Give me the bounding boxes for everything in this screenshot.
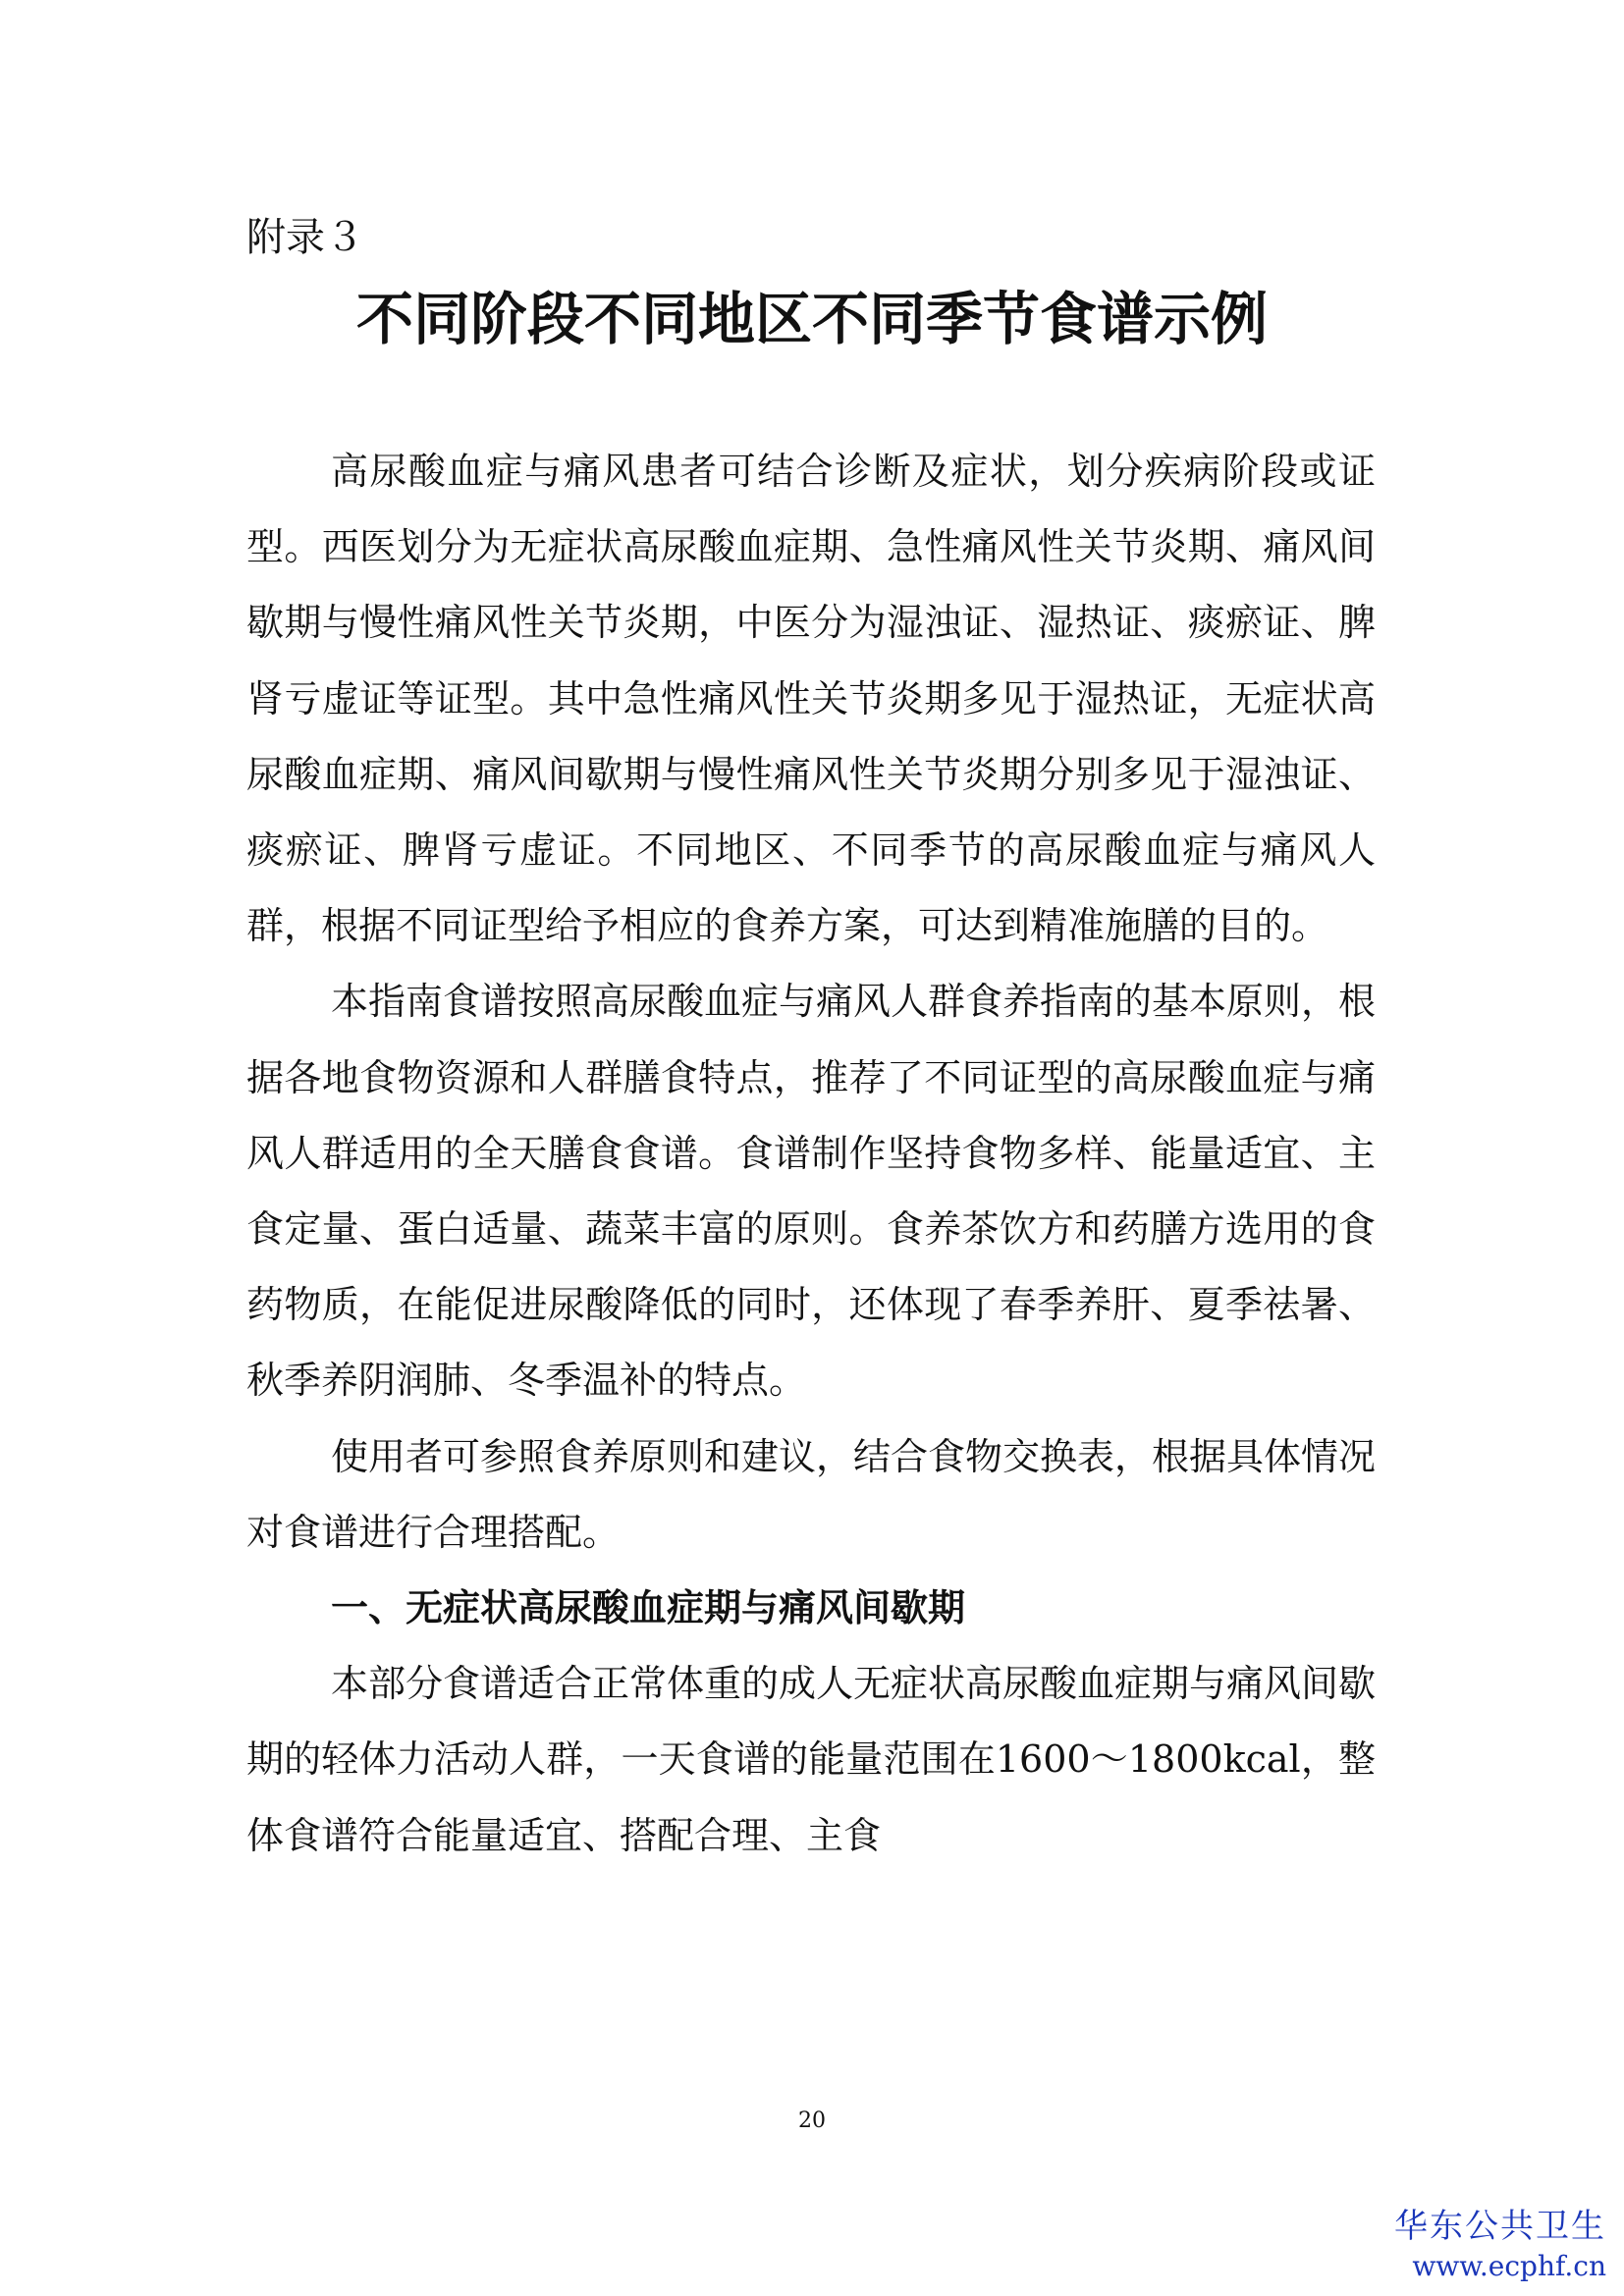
watermark-name: 华东公共卫生 xyxy=(1394,2207,1606,2246)
section-heading: 一、无症状高尿酸血症期与痛风间歇期 xyxy=(331,1586,966,1630)
watermark-url: www.ecphf.cn xyxy=(1412,2250,1606,2282)
page-number: 20 xyxy=(798,2109,826,2133)
body-text xyxy=(246,434,1376,1874)
paragraph-recipe-principles: 本指南食谱按照高尿酸血症与痛风人群食养指南的基本原则，根据各地食物资源和人群膳食特点，推荐了不同证型的高尿酸血症与痛风人群适用的全天膳食食谱。食谱制作坚持食物多样、能量适宜、主食定量、蛋白适量、蔬菜丰富的原则。食养茶饮方和药膳方选用的食药物质，在能促进尿酸降低的同时，还体现了春季养肝、夏季祛暑、秋季养阴润肺、冬季温补的特点。 xyxy=(246,980,1377,1403)
appendix-label: 附录３ xyxy=(246,215,364,260)
paragraph-usage: 使用者可参照食养原则和建议，结合食物交换表，根据具体情况对食谱进行合理搭配。 xyxy=(246,1434,1377,1554)
paragraph-section-intro: 本部分食谱适合正常体重的成人无症状高尿酸血症期与痛风间歇期的轻体力活动人群，一天食谱的能量范围在1600～1800kcal，整体食谱符合能量适宜、搭配合理、主食 xyxy=(246,1662,1377,1857)
document-title: 不同阶段不同地区不同季节食谱示例 xyxy=(355,286,1268,352)
watermark xyxy=(1394,2205,1606,2285)
paragraph-intro: 高尿酸血症与痛风患者可结合诊断及症状，划分疾病阶段或证型。西医划分为无症状高尿酸血症期、急性痛风性关节炎期、痛风间歇期与慢性痛风性关节炎期，中医分为湿浊证、湿热证、痰瘀证、脾肾亏虚证等证型。其中急性痛风性关节炎期多见于湿热证，无症状高尿酸血症期、痛风间歇期与慢性痛风性关节炎期分别多见于湿浊证、痰瘀证、脾肾亏虚证。不同地区、不同季节的高尿酸血症与痛风人群，根据不同证型给予相应的食养方案，可达到精准施膳的目的。 xyxy=(246,450,1376,948)
